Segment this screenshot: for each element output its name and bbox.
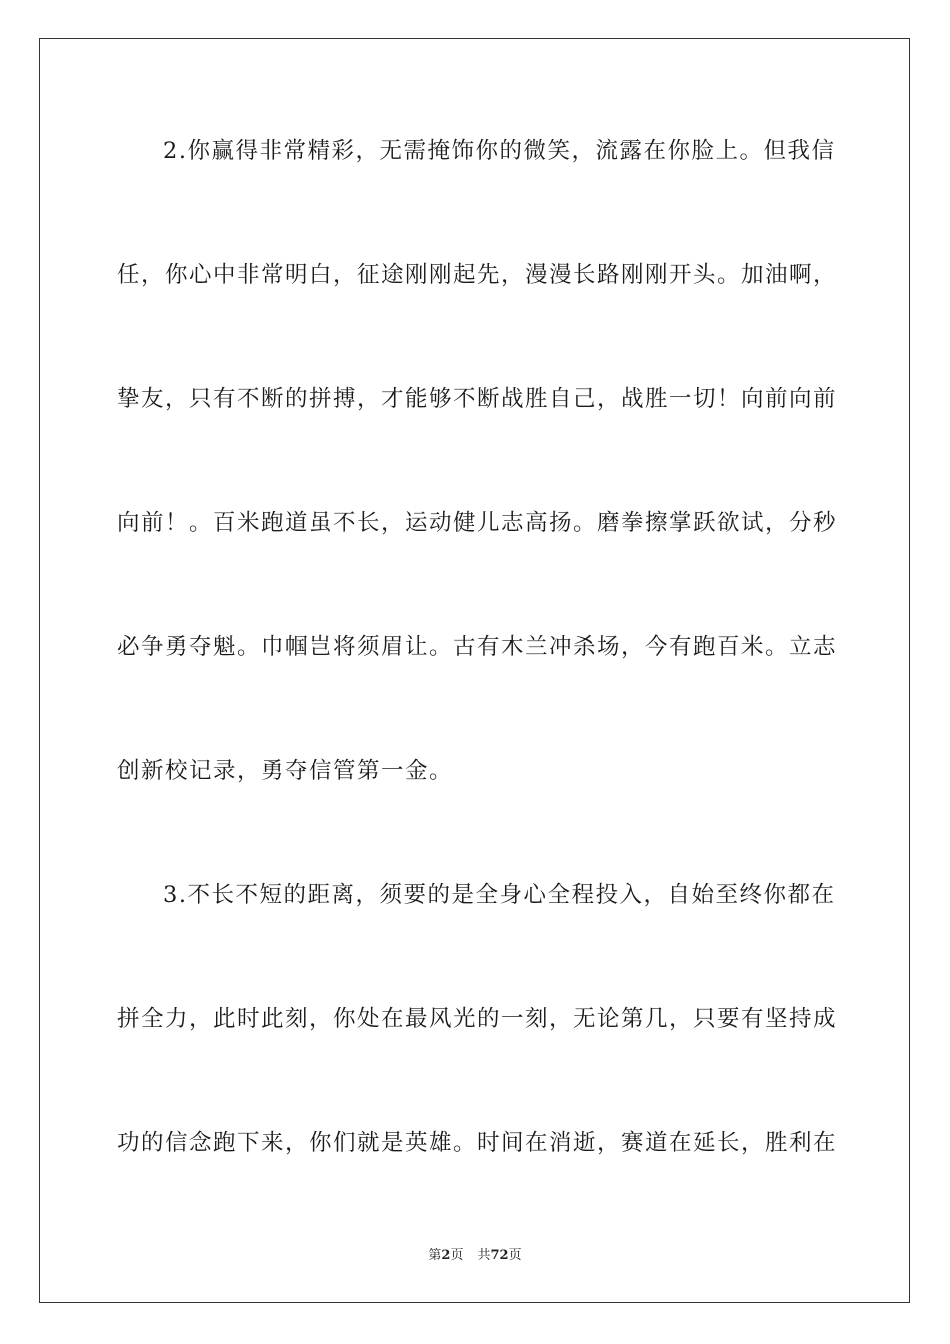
page-footer: [0, 1247, 950, 1265]
paragraph-3-line-1: 3.不长不短的距离，须要的是全身心全程投入，自始至终你都在: [163, 882, 836, 908]
paragraph-2-line-2: 任，你心中非常明白，征途刚刚起先，漫漫长路刚刚开头。加油啊，: [117, 262, 838, 288]
paragraph-3-line-2: 拼全力，此时此刻，你处在最风光的一刻，无论第几，只要有坚持成: [117, 1006, 838, 1032]
paragraph-2-line-4: 向前！。百米跑道虽不长，运动健儿志高扬。磨拳擦掌跃欲试，分秒: [117, 510, 838, 536]
paragraph-2-line-6: 创新校记录，勇夺信管第一金。: [117, 758, 454, 784]
footer-page-prefix: 第: [428, 1248, 442, 1263]
page-border: [39, 38, 910, 1303]
paragraph-2-line-5: 必争勇夺魁。巾帼岂将须眉让。古有木兰冲杀场，今有跑百米。立志: [117, 634, 838, 660]
footer-page-suffix: 页: [450, 1248, 464, 1263]
paragraph-2-line-1: 2.你赢得非常精彩，无需掩饰你的微笑，流露在你脸上。但我信: [163, 138, 836, 164]
footer-total-pages: 72: [490, 1248, 509, 1263]
footer-total-suffix: 页: [508, 1248, 522, 1263]
paragraph-3-line-3: 功的信念跑下来，你们就是英雄。时间在消逝，赛道在延长，胜利在: [117, 1130, 838, 1156]
paragraph-2-line-3: 挚友，只有不断的拼搏，才能够不断战胜自己，战胜一切！向前向前: [117, 386, 838, 412]
footer-total-prefix: 共: [477, 1248, 491, 1263]
footer-page-number: 2: [441, 1248, 451, 1263]
